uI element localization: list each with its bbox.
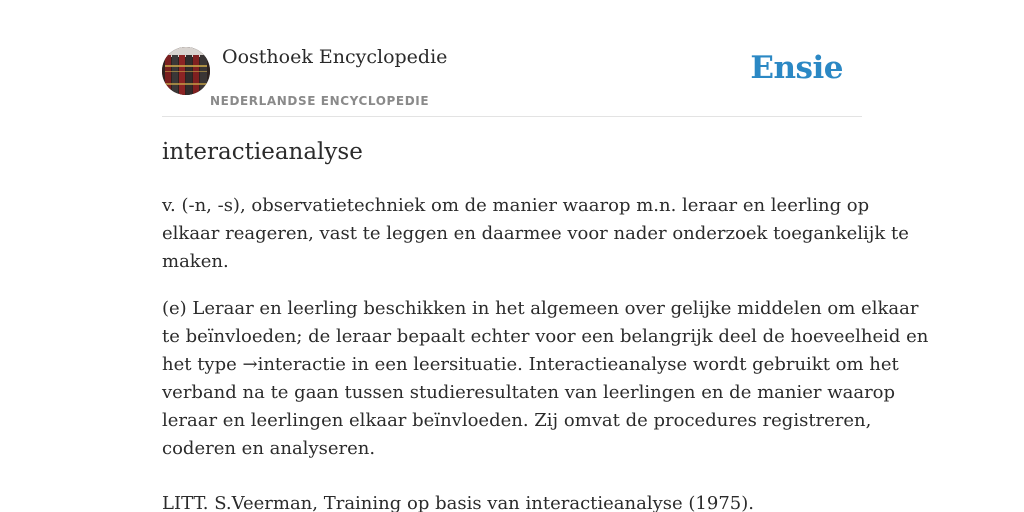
explanation-line: verband na te gaan tussen studieresultaten van leerlingen en de manier waarop bbox=[162, 382, 896, 403]
brand-logo[interactable]: Ensie bbox=[750, 50, 843, 86]
site-title[interactable]: Oosthoek Encyclopedie bbox=[222, 46, 448, 68]
definition-line: maken. bbox=[162, 251, 229, 272]
definition-line: elkaar reageren, vast te leggen en daarmee voor nader onderzoek toegankelijk te bbox=[162, 223, 909, 244]
explanation-line: leraar en leerlingen elkaar beïnvloeden. Zij omvat de procedures registreren, bbox=[162, 410, 872, 431]
site-header bbox=[162, 0, 862, 117]
books-icon bbox=[162, 47, 210, 95]
encyclopedia-books-avatar[interactable] bbox=[162, 47, 210, 95]
entry-definition bbox=[162, 192, 909, 276]
explanation-line: coderen en analyseren. bbox=[162, 438, 376, 459]
definition-line: v. (-n, -s), observatietechniek om de manier waarop m.n. leraar en leerling op bbox=[162, 195, 870, 216]
site-subtitle: NEDERLANDSE ENCYCLOPEDIE bbox=[210, 94, 430, 108]
explanation-line: te beïnvloeden; de leraar bepaalt echter voor een belangrijk deel de hoeveelheid en bbox=[162, 326, 929, 347]
entry-explanation bbox=[162, 295, 929, 463]
explanation-line: (e) Leraar en leerling beschikken in het algemeen over gelijke middelen om elkaar bbox=[162, 298, 919, 319]
explanation-line-with-link[interactable]: het type →interactie in een leersituatie. Interactieanalyse wordt gebruikt om het bbox=[162, 354, 899, 375]
entry-title: interactieanalyse bbox=[162, 139, 363, 165]
literature-reference: LITT. S.Veerman, Training op basis van interactieanalyse (1975). bbox=[162, 493, 754, 512]
